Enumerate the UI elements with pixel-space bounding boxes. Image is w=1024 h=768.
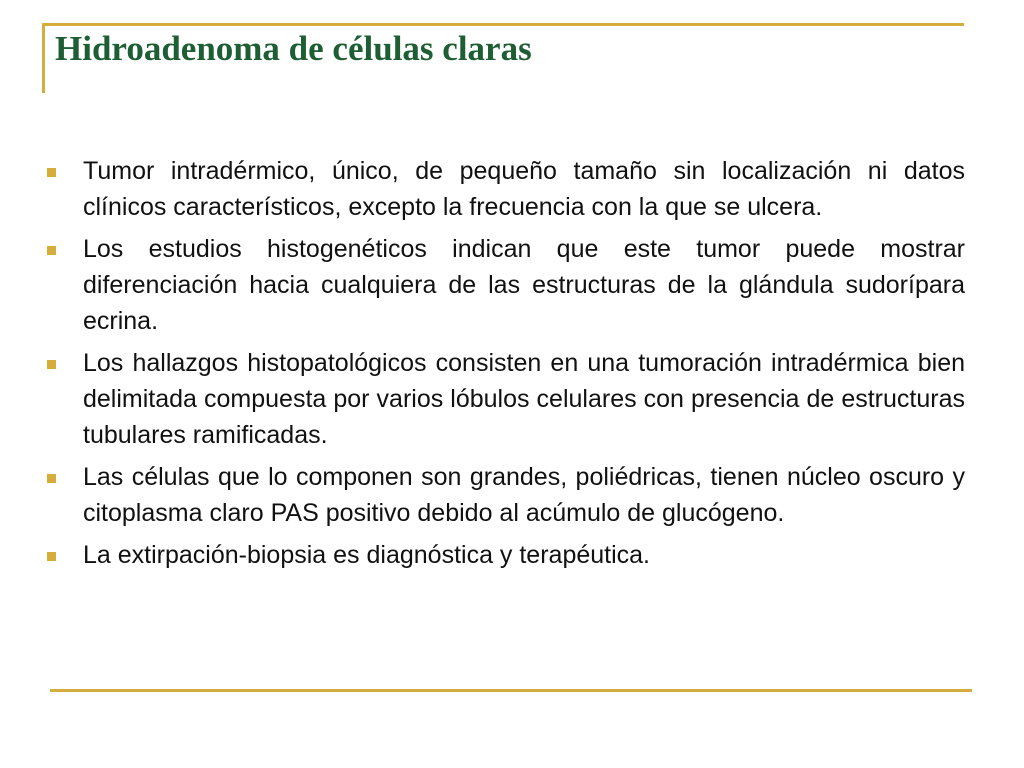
bullet-text: Las células que lo componen son grandes, poliédricas, tienen núcleo oscuro y citoplasma claro PAS positivo debido al acúmulo de glucógeno. [83, 463, 965, 527]
bottom-rule [50, 689, 972, 692]
bullet-item [45, 459, 965, 531]
bullet-item [45, 231, 965, 339]
bullet-list [45, 153, 965, 579]
top-rule [42, 23, 964, 26]
slide-title: Hidroadenoma de células claras [55, 29, 532, 68]
bullet-item [45, 345, 965, 453]
square-bullet-icon [47, 360, 56, 369]
bullet-item [45, 153, 965, 225]
square-bullet-icon [47, 246, 56, 255]
square-bullet-icon [47, 474, 56, 483]
bullet-text: La extirpación-biopsia es diagnóstica y terapéutica. [83, 541, 651, 569]
left-rule [42, 23, 45, 93]
bullet-text: Tumor intradérmico, único, de pequeño tamaño sin localización ni datos clínicos característicos, excepto la frecuencia con la que se ulcera. [83, 157, 965, 221]
bullet-text: Los estudios histogenéticos indican que este tumor puede mostrar diferenciación hacia cualquiera de las estructuras de la glándula sudorípara ecrina. [83, 235, 965, 335]
square-bullet-icon [47, 552, 56, 561]
bullet-text: Los hallazgos histopatológicos consisten en una tumoración intradérmica bien delimitada compuesta por varios lóbulos celulares con presencia de estructuras tubulares ramificadas. [83, 349, 965, 449]
square-bullet-icon [47, 168, 56, 177]
bullet-item [45, 537, 965, 573]
